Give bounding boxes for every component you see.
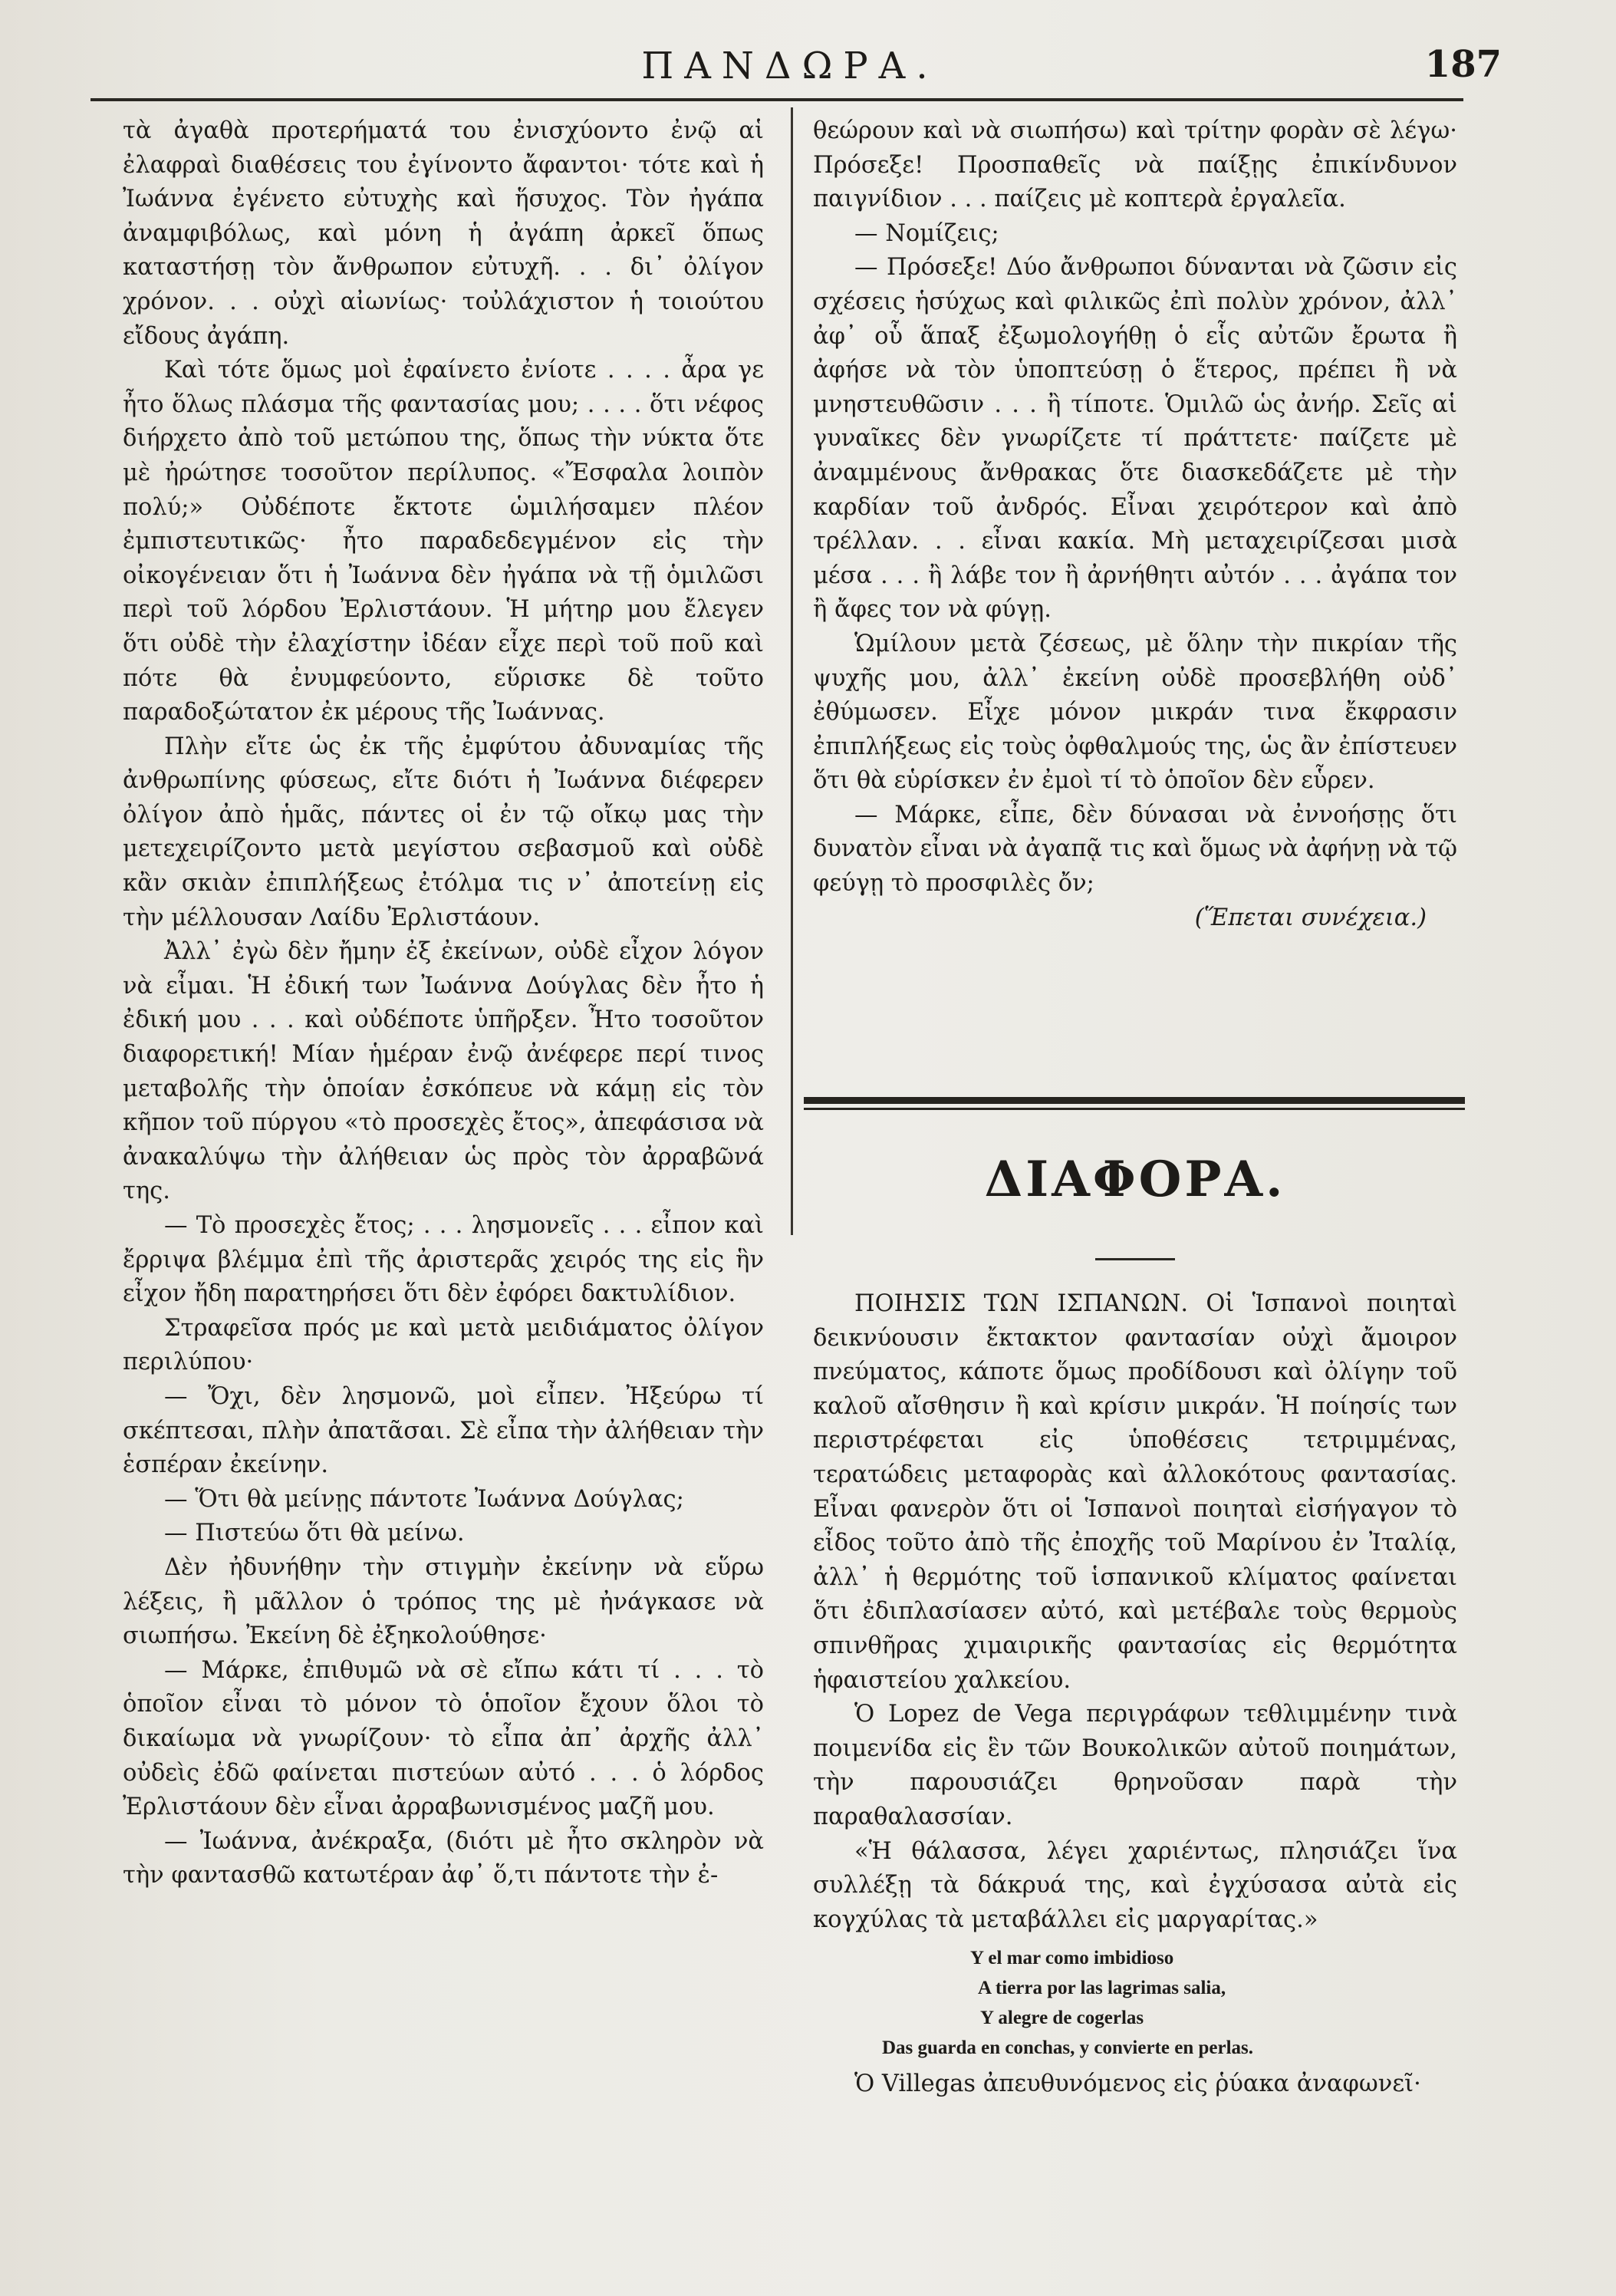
continued-note: (Ἕπεται συνέχεια.) (1194, 904, 1427, 931)
paragraph: Πλὴν εἴτε ὡς ἐκ τῆς ἐμφύτου ἀδυναμίας τῆς ἀνθρωπίνης φύσεως, εἴτε διότι ἡ Ἰωάννα διέφερεν ὀλίγον ἀπὸ ἡμᾶς, πάντες οἱ ἐν τῷ οἴκῳ μας τὴν μετεχειρίζοντο μετὰ μεγίστου σεβασμοῦ καὶ οὐδὲ κἂν σκιὰν ἐπιπλήξεως ἐτόλμα τις ν᾽ ἀποτείνῃ εἰς τὴν μέλλουσαν Λαίδυ Ἐρλιστάουν. (123, 733, 764, 931)
paragraph: «Ἡ θάλασσα, λέγει χαριέντως, πλησιάζει ἵνα συλλέξῃ τὰ δάκρυά της, καὶ ἐγχύσασα αὐτὰ εἰς κογχύλας τὰ μεταβάλλει εἰς μαργαρίτας.» (813, 1837, 1457, 1933)
header-rule (91, 98, 1463, 101)
paragraph: — Νομίζεις; (854, 219, 999, 247)
section-rule (804, 1097, 1465, 1104)
paragraph: — Ὄχι, δὲν λησμονῶ, μοὶ εἶπεν. Ἠξεύρω τί σκέπτεσαι, πλὴν ἀπατᾶσαι. Σὲ εἶπα τὴν ἀλήθειαν τὴν ἑσπέραν ἐκείνην. (123, 1382, 764, 1479)
paragraph: — Μάρκε, ἐπιθυμῶ νὰ σὲ εἴπω κάτι τί . . . τὸ ὁποῖον εἶναι τὸ μόνον τὸ ὁποῖον ἔχουν ὅλοι τὸ δικαίωμα νὰ γνωρίζουν· τὸ εἶπα ἀπ᾽ ἀρχῆς ἀλλ᾽ οὐδεὶς ἐδῶ φαίνεται πιστεύων αὐτό . . . ὁ λόρδος Ἐρλιστάουν δὲν εἶναι ἀρραβωνισμένος μαζῆ μου. (123, 1656, 764, 1821)
paragraph: — Ἰωάννα, ἀνέκραξα, (διότι μὲ ἦτο σκληρὸν νὰ τὴν φαντασθῶ κατωτέραν ἀφ᾽ ὅ,τι πάντοτε τὴν ἐ- (123, 1827, 764, 1889)
left-column (123, 114, 764, 1893)
paragraph: — Ὅτι θὰ μείνῃς πάντοτε Ἰωάννα Δούγλας; (164, 1485, 684, 1513)
verse-line: Y el mar como imbidioso (970, 1948, 1174, 1969)
paragraph: τὰ ἀγαθὰ προτερήματά του ἐνισχύοντο ἐνῷ αἱ ἐλαφραὶ διαθέσεις του ἐγίνοντο ἄφαντοι· τότε καὶ ἡ Ἰωάννα ἐγένετο εὐτυχὴς καὶ ἥσυχος. Τὸν ἠγάπα ἀναμφιβόλως, καὶ μόνη ἡ ἀγάπη ἀρκεῖ ὅπως καταστήσῃ τὸν ἄνθρωπον εὐτυχῆ. . . δι᾽ ὀλίγον χρόνον. . . οὐχὶ αἰωνίως· τοὐλάχιστον ἡ τοιούτου εἴδους ἀγάπη. (123, 117, 764, 350)
paragraph: Δὲν ἠδυνήθην τὴν στιγμὴν ἐκείνην νὰ εὕρω λέξεις, ἢ μᾶλλον ὁ τρόπος της μὲ ἠνάγκασε νὰ σιωπήσω. Ἐκείνη δὲ ἐξηκολούθησε· (123, 1553, 764, 1650)
section-rule-thin (804, 1108, 1465, 1110)
miscellany-column (813, 1287, 1457, 2102)
column-divider (791, 107, 793, 1235)
page-number: 187 (1424, 43, 1502, 86)
heading-ornament (1095, 1258, 1175, 1260)
paragraph: Ὁ Lopez de Vega περιγράφων τεθλιμμένην τινὰ ποιμενίδα εἰς ἓν τῶν Βουκολικῶν αὐτοῦ ποιημάτων, τὴν παρουσιάζει θρηνοῦσαν παρὰ τὴν παραθαλασσίαν. (813, 1701, 1457, 1830)
paragraph: Ἀλλ᾽ ἐγὼ δὲν ἤμην ἐξ ἐκείνων, οὐδὲ εἶχον λόγον νὰ εἶμαι. Ἡ ἐδική των Ἰωάννα Δούγλας δὲν ἦτο ἡ ἐδική μου . . . καὶ οὐδέποτε ὑπῆρξεν. Ἦτο τοσοῦτον διαφορετική! Μίαν ἡμέραν ἐνῷ ἀνέφερε περί τινος μεταβολῆς τὴν ὁποίαν ἐσκόπευε νὰ κάμῃ εἰς τὸν κῆπον τοῦ πύργου «τὸ προσεχὲς ἔτος», ἀπεφάσισα νὰ ἀνακαλύψω τὴν ἀλήθειαν ὡς πρὸς τὸν ἀρραβῶνά της. (123, 938, 764, 1205)
verse-line: Y alegre de cogerlas (980, 2008, 1144, 2029)
verse-line: Das guarda en conchas, y convierte en perlas. (882, 2037, 1253, 2059)
paragraph: — Μάρκε, εἶπε, δὲν δύνασαι νὰ ἐννοήσῃς ὅτι δυνατὸν εἶναι νὰ ἀγαπᾷ τις καὶ ὅμως νὰ ἀφήνῃ νὰ τῷ φεύγῃ τὸ προσφιλὲς ὄν; (813, 801, 1457, 898)
paragraph: — Πιστεύω ὅτι θὰ μείνω. (164, 1520, 465, 1547)
right-column-story (813, 114, 1457, 935)
spanish-verse (813, 1943, 1457, 2063)
paragraph: Στραφεῖσα πρός με καὶ μετὰ μειδιάματος ὀλίγον περιλύπου· (123, 1314, 764, 1376)
verse-line: A tierra por las lagrimas salia, (978, 1978, 1226, 1999)
paragraph: ΠΟΙΗΣΙΣ ΤΩΝ ΙΣΠΑΝΩΝ. Οἱ Ἱσπανοὶ ποιηταὶ δεικνύουσιν ἔκτακτον φαντασίαν οὐχὶ ἄμοιρον πνεύματος, κάποτε ὅμως προδίδουσι καὶ ὀλίγην τοῦ καλοῦ αἴσθησιν ἢ καὶ κρίσιν μικράν. Ἡ ποίησίς των περιστρέφεται εἰς ὑποθέσεις τετριμμένας, τερατώδεις μεταφορὰς καὶ ἀλλοκότους φαντασίας. Εἶναι φανερὸν ὅτι οἱ Ἱσπανοὶ ποιηταὶ εἰσήγαγον τὸ εἶδος τοῦτο ἀπὸ τῆς ἐποχῆς τοῦ Μαρίνου ἐν Ἰταλίᾳ, ἀλλ᾽ ἡ θερμότης τοῦ ἱσπανικοῦ κλίματος φαίνεται ὅτι ἐδιπλασίασεν αὐτό, καὶ μετέβαλε τοὺς θερμοὺς σπινθῆρας χιμαιρικῆς φαντασίας εἰς θερμότητα ἡφαιστείου χαλκείου. (813, 1290, 1457, 1694)
page-title: ΠΑΝΔΩΡΑ. (641, 44, 939, 87)
paragraph: — Πρόσεξε! Δύο ἄνθρωποι δύνανται νὰ ζῶσιν εἰς σχέσεις ἡσύχως καὶ φιλικῶς ἐπὶ πολὺν χρόνον, ἀλλ᾽ ἀφ᾽ οὗ ἅπαξ ἐξωμολογήθῃ ὁ εἷς αὐτῶν ἔρωτα ἢ ἀφήσε νὰ τὸν ὑποπτεύσῃ ὁ ἕτερος, πρέπει ἢ νὰ μνηστευθῶσιν . . . ἢ τίποτε. Ὁμιλῶ ὡς ἀνήρ. Σεῖς αἱ γυναῖκες δὲν γνωρίζετε τί πράττετε· παίζετε μὲ ἀναμμένους ἄνθρακας ὅτε διασκεδάζετε μὲ τὴν καρδίαν τοῦ ἀνδρός. Εἶναι χειρότερον καὶ ἀπὸ τρέλλαν. . . εἶναι κακία. Μὴ μεταχειρίζεσαι μισὰ μέσα . . . ἢ λάβε τον ἢ ἀρνήθητι αὐτόν . . . ἀγάπα τον ἢ ἄφες τον νὰ φύγῃ. (813, 254, 1457, 624)
paragraph: θεώρουν καὶ νὰ σιωπήσω) καὶ τρίτην φορὰν σὲ λέγω· Πρόσεξε! Προσπαθεῖς νὰ παίξῃς ἐπικίνδυνον παιγνίδιον . . . παίζεις μὲ κοπτερὰ ἐργαλεῖα. (813, 117, 1457, 213)
paragraph: Ὡμίλουν μετὰ ζέσεως, μὲ ὅλην τὴν πικρίαν τῆς ψυχῆς μου, ἀλλ᾽ ἐκείνη οὐδὲ προσεβλήθη οὐδ᾽ ἐθύμωσεν. Εἶχε μόνον μικράν τινα ἔκφρασιν ἐπιπλήξεως εἰς τοὺς ὀφθαλμούς της, ὡς ἂν ἐπίστευεν ὅτι θὰ εὑρίσκεν ἐν ἐμοὶ τί τὸ ὁποῖον δὲν εὗρεν. (813, 630, 1457, 795)
paragraph: — Τὸ προσεχὲς ἔτος; . . . λησμονεῖς . . . εἶπον καὶ ἔρριψα βλέμμα ἐπὶ τῆς ἀριστερᾶς χειρός της εἰς ἣν εἶχον ἤδη παρατηρήσει ὅτι δὲν ἐφόρει δακτυλίδιον. (123, 1212, 764, 1308)
paragraph: Ὁ Villegas ἀπευθυνόμενος εἰς ῥύακα ἀναφωνεῖ· (854, 2070, 1421, 2098)
paragraph: Καὶ τότε ὅμως μοὶ ἐφαίνετο ἐνίοτε . . . . ἆρα γε ἦτο ὅλως πλάσμα τῆς φαντασίας μου; . . . . ὅτι νέφος διήρχετο ἀπὸ τοῦ μετώπου της, ὅπως τὴν νύκτα ὅτε μὲ ἠρώτησε τοσοῦτον περίλυπος. «Ἔσφαλα λοιπὸν πολύ;» Οὐδέποτε ἔκτοτε ὡμιλήσαμεν πλέον ἐμπιστευτικῶς· ἦτο παραδεδεγμένον εἰς τὴν οἰκογένειαν ὅτι ἡ Ἰωάννα δὲν ἠγάπα νὰ τῇ ὁμιλῶσι περὶ τοῦ λόρδου Ἐρλιστάουν. Ἡ μήτηρ μου ἔλεγεν ὅτι οὐδὲ τὴν ἐλαχίστην ἰδέαν εἶχε περὶ τοῦ ποῦ καὶ πότε θὰ ἐνυμφεύοντο, εὕρισκε δὲ τοῦτο παραδοξώτατον ἐκ μέρους τῆς Ἰωάννας. (123, 357, 764, 726)
section-heading: ΔΙΑΦΟΡΑ. (984, 1151, 1286, 1208)
